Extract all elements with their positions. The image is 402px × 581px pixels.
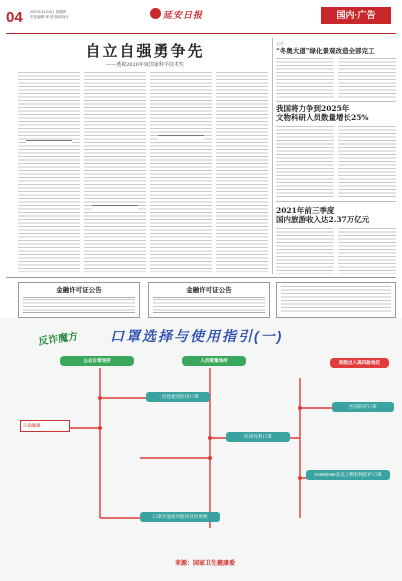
column-divider: [272, 38, 273, 274]
section-label: 国内·广告: [336, 10, 376, 20]
article1-text-a: [276, 58, 334, 98]
notice-title: 金融许可证公告: [186, 286, 232, 294]
masthead-title: 延安日报: [163, 11, 204, 21]
infographic-title: 口罩选择与使用指引(一): [110, 328, 284, 344]
article3-text-a: [276, 228, 334, 274]
infographic-footer: 来源：国家卫生健康委: [174, 561, 235, 567]
feature-headline: 自立自强勇争先: [85, 42, 205, 60]
article-separator: [276, 101, 396, 102]
article2-text-a: [276, 126, 334, 198]
header-rule: [6, 33, 396, 34]
article1-text-b: [338, 58, 396, 98]
notice-table-line: [23, 297, 135, 298]
notice-table: [23, 299, 135, 311]
article1-label: 北京: [276, 41, 284, 46]
notice-table-line: [153, 312, 265, 313]
feature-subheadline: ——透视2020年度国家科学技术奖: [106, 62, 184, 68]
node-n95-mask: KN95/N95及以上颗粒物防护口罩: [306, 470, 390, 480]
node-public-places: 公众日常场所: [60, 356, 134, 366]
article2-text-b: [338, 126, 396, 198]
masthead-emblem-icon: [150, 8, 161, 19]
section-tab: [321, 7, 391, 24]
notice-box-3: [276, 282, 396, 318]
infographic-brand: 反诈魔方: [37, 331, 79, 348]
page-number: 04: [6, 9, 23, 26]
column-subhead: [26, 140, 72, 145]
notice-title: 金融许可证公告: [56, 286, 102, 294]
feature-column-1: [18, 72, 80, 272]
notice-box-2: [148, 282, 270, 318]
feature-column-2: [84, 72, 146, 272]
article3-text-b: [338, 228, 396, 274]
article3-title: 2021年前三季度 国内旅游收入达2.37万亿元: [276, 206, 370, 224]
notice-table-line: [23, 312, 135, 313]
notice-text: [281, 286, 391, 312]
node-protective-mask: 医用防护口罩: [332, 402, 394, 412]
feature-column-4: [216, 72, 268, 272]
column-subhead: [158, 135, 204, 140]
article-separator: [276, 201, 396, 202]
notice-box-1: [18, 282, 140, 318]
node-disposable-mask: 一次性使用医用口罩: [146, 392, 210, 402]
column-subhead: [92, 205, 138, 210]
date-line: 2021年11月4日 星期四 责任编辑 审 校 版面设计: [30, 10, 69, 19]
notice-table: [153, 299, 265, 311]
feature-column-3: [150, 72, 212, 272]
node-crowded-places: 人员密集场所: [182, 356, 246, 366]
node-proper-wearing: 正确佩戴: [20, 420, 70, 432]
notice-table-line: [153, 297, 265, 298]
node-replace-mask: 口罩弄湿或弄脏时及时更换: [140, 512, 220, 522]
article1-title: “冬奥大道”绿化景观改造全部完工: [276, 47, 375, 55]
article2-title: 我国将力争到2025年 文物科研人员数量增长25%: [276, 104, 369, 122]
notices-rule: [6, 277, 396, 278]
node-high-risk: 医院出入高风险地区: [330, 358, 389, 368]
node-surgical-mask: 医用外科口罩: [226, 432, 290, 442]
